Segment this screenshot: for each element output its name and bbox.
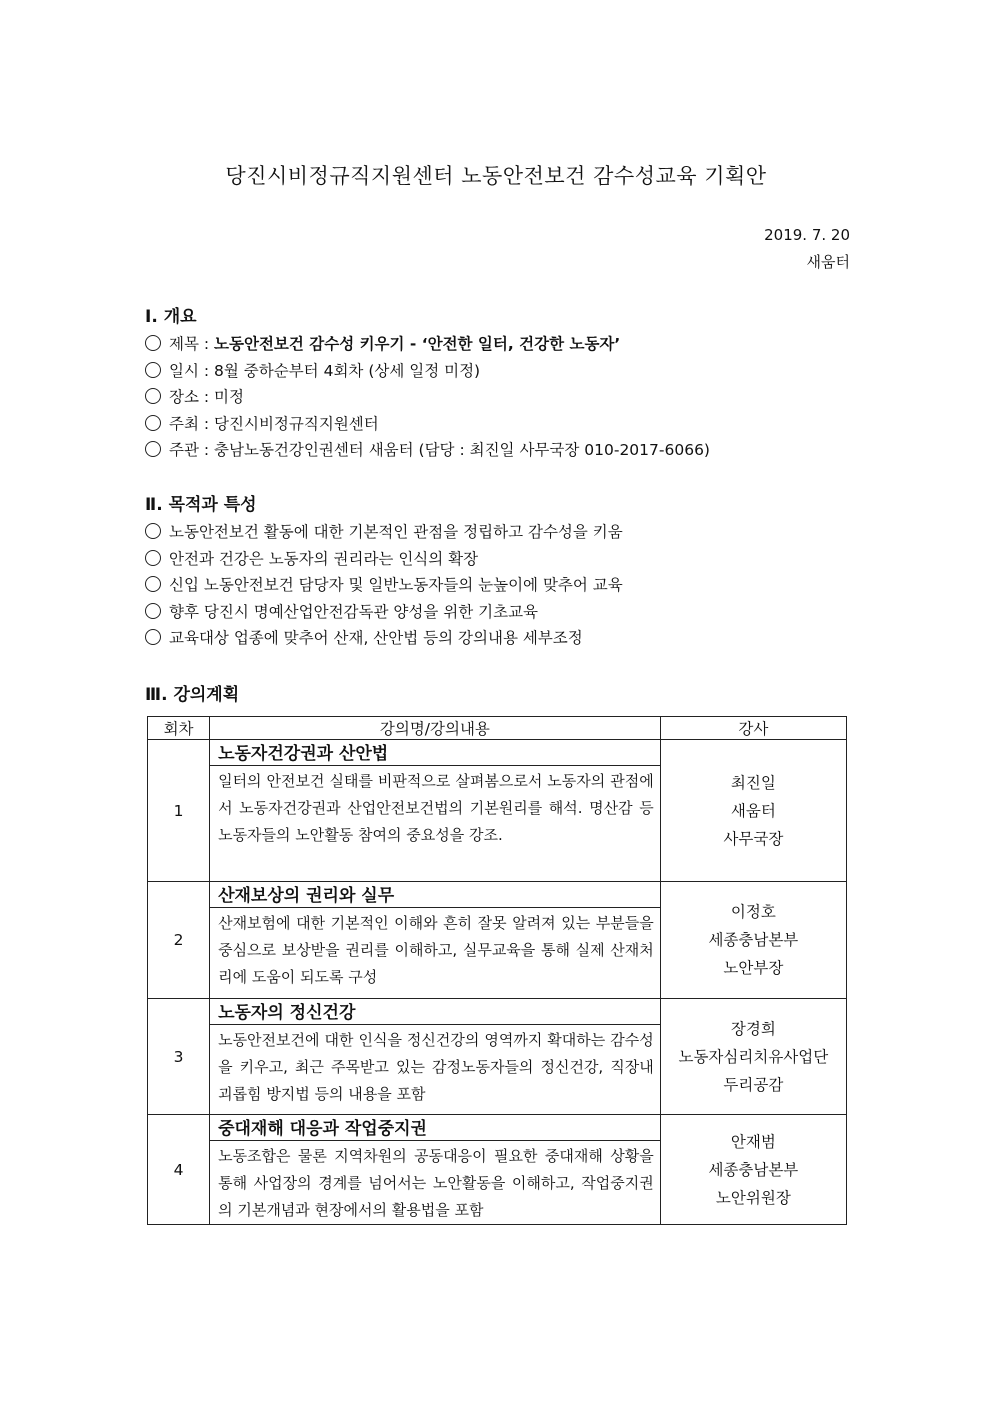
instructor-org: 세종충남본부 bbox=[708, 1160, 799, 1179]
purpose-text: 안전과 건강은 노동자의 권리라는 인식의 확장 bbox=[169, 549, 479, 568]
overview-value: 미정 bbox=[214, 388, 244, 406]
document-date: 2019. 7. 20 bbox=[764, 226, 850, 244]
lecture-cell bbox=[210, 882, 661, 999]
instructor-title: 두리공감 bbox=[723, 1075, 784, 1094]
column-header-session: 회차 bbox=[148, 717, 210, 740]
section-purpose bbox=[145, 490, 855, 652]
lecture-description: 노동안전보건에 대한 인식을 정신건강의 영역까지 확대하는 감수성을 키우고, 최근 주목받고 있는 감정노동자들의 정신건강, 직장내 괴롭힘 방지법 등의 내용을 포함 bbox=[218, 1031, 654, 1103]
instructor-cell bbox=[660, 999, 846, 1115]
document-title: 당진시비정규직지원센터 노동안전보건 감수성교육 기획안 bbox=[225, 164, 767, 188]
section-lecture-plan bbox=[145, 680, 855, 709]
circle-bullet-icon bbox=[145, 362, 161, 378]
purpose-item bbox=[145, 599, 855, 626]
section-heading: Ⅱ. 목적과 특성 bbox=[145, 495, 257, 515]
overview-item bbox=[145, 331, 855, 358]
purpose-text: 신입 노동안전보건 담당자 및 일반노동자들의 눈높이에 맞추어 교육 bbox=[169, 576, 623, 594]
document-meta bbox=[764, 222, 850, 276]
instructor-cell bbox=[660, 740, 846, 882]
instructor-cell bbox=[660, 1115, 846, 1225]
column-header-lecture: 강의명/강의내용 bbox=[210, 717, 661, 740]
overview-value: 충남노동건강인권센터 새움터 (담당 : 최진일 사무국장 010-2017-6066) bbox=[214, 441, 710, 459]
lecture-description: 일터의 안전보건 실태를 비판적으로 살펴봄으로서 노동자의 관점에서 노동자건강권과 산업안전보건법의 기본원리를 해석. 명산감 등 노동자들의 노안활동 참여의 중요성을 강조. bbox=[218, 772, 654, 844]
instructor-org: 새움터 bbox=[730, 801, 776, 820]
section-heading: Ⅲ. 강의계획 bbox=[145, 685, 240, 705]
overview-item bbox=[145, 411, 855, 438]
instructor-title: 노안부장 bbox=[723, 959, 784, 977]
circle-bullet-icon bbox=[145, 388, 161, 404]
lecture-description: 산재보험에 대한 기본적인 이해와 흔히 잘못 알려져 있는 부분들을 중심으로 보상받을 권리를 이해하고, 실무교육을 통해 실제 산재처리에 도움이 되도록 구성 bbox=[218, 914, 654, 986]
lecture-plan-table bbox=[147, 716, 847, 1225]
instructor-title: 사무국장 bbox=[723, 829, 784, 848]
table-row bbox=[148, 882, 847, 999]
session-number: 4 bbox=[148, 1115, 210, 1225]
purpose-item bbox=[145, 625, 855, 652]
lecture-cell bbox=[210, 1115, 661, 1225]
overview-label: 일시 : bbox=[169, 361, 215, 380]
overview-label: 주최 : bbox=[169, 414, 215, 433]
circle-bullet-icon bbox=[145, 603, 161, 619]
session-number: 1 bbox=[148, 740, 210, 882]
section-heading: Ⅰ. 개요 bbox=[145, 307, 197, 327]
lecture-cell bbox=[210, 999, 661, 1115]
overview-value: 노동안전보건 감수성 키우기 - ‘안전한 일터, 건강한 노동자’ bbox=[214, 335, 621, 353]
purpose-text: 교육대상 업종에 맞추어 산재, 산안법 등의 강의내용 세부조정 bbox=[169, 629, 583, 647]
purpose-text: 향후 당진시 명예산업안전감독관 양성을 위한 기초교육 bbox=[169, 602, 539, 621]
overview-item bbox=[145, 437, 855, 464]
overview-item bbox=[145, 384, 855, 411]
session-number: 2 bbox=[148, 882, 210, 999]
overview-label: 주관 : bbox=[169, 441, 215, 459]
purpose-item bbox=[145, 546, 855, 573]
table-header-row bbox=[148, 717, 847, 740]
lecture-title: 노동자의 정신건강 bbox=[210, 999, 660, 1025]
table-row bbox=[148, 999, 847, 1115]
section-overview bbox=[145, 302, 855, 464]
purpose-item bbox=[145, 519, 855, 546]
overview-value: 8월 중하순부터 4회차 (상세 일정 미정) bbox=[214, 361, 481, 380]
overview-item bbox=[145, 358, 855, 385]
table-row bbox=[148, 740, 847, 882]
instructor-cell bbox=[660, 882, 846, 999]
session-number: 3 bbox=[148, 999, 210, 1115]
circle-bullet-icon bbox=[145, 335, 161, 351]
overview-value: 당진시비정규직지원센터 bbox=[214, 414, 379, 433]
circle-bullet-icon bbox=[145, 576, 161, 592]
lecture-title: 중대재해 대응과 작업중지권 bbox=[210, 1115, 660, 1141]
overview-label: 장소 : bbox=[169, 388, 215, 406]
purpose-item bbox=[145, 572, 855, 599]
overview-label: 제목 : bbox=[169, 335, 215, 353]
lecture-title: 노동자건강권과 산안법 bbox=[210, 740, 660, 766]
instructor-title: 노안위원장 bbox=[715, 1188, 791, 1207]
circle-bullet-icon bbox=[145, 550, 161, 566]
purpose-text: 노동안전보건 활동에 대한 기본적인 관점을 정립하고 감수성을 키움 bbox=[169, 523, 623, 541]
table-row bbox=[148, 1115, 847, 1225]
instructor-name: 이정호 bbox=[730, 903, 776, 921]
circle-bullet-icon bbox=[145, 441, 161, 457]
instructor-org: 세종충남본부 bbox=[708, 931, 799, 949]
instructor-name: 최진일 bbox=[730, 773, 776, 792]
lecture-title: 산재보상의 권리와 실무 bbox=[210, 882, 660, 908]
document-author: 새움터 bbox=[806, 253, 850, 271]
circle-bullet-icon bbox=[145, 415, 161, 431]
instructor-name: 안재범 bbox=[730, 1132, 776, 1151]
circle-bullet-icon bbox=[145, 523, 161, 539]
instructor-name: 장경희 bbox=[730, 1019, 776, 1038]
lecture-cell bbox=[210, 740, 661, 882]
instructor-org: 노동자심리치유사업단 bbox=[678, 1047, 829, 1066]
column-header-instructor: 강사 bbox=[660, 717, 846, 740]
lecture-description: 노동조합은 물론 지역차원의 공동대응이 필요한 중대재해 상황을 통해 사업장의 경계를 넘어서는 노안활동을 이해하고, 작업중지권의 기본개념과 현장에서의 활용법을 포함 bbox=[218, 1147, 654, 1219]
circle-bullet-icon bbox=[145, 629, 161, 645]
